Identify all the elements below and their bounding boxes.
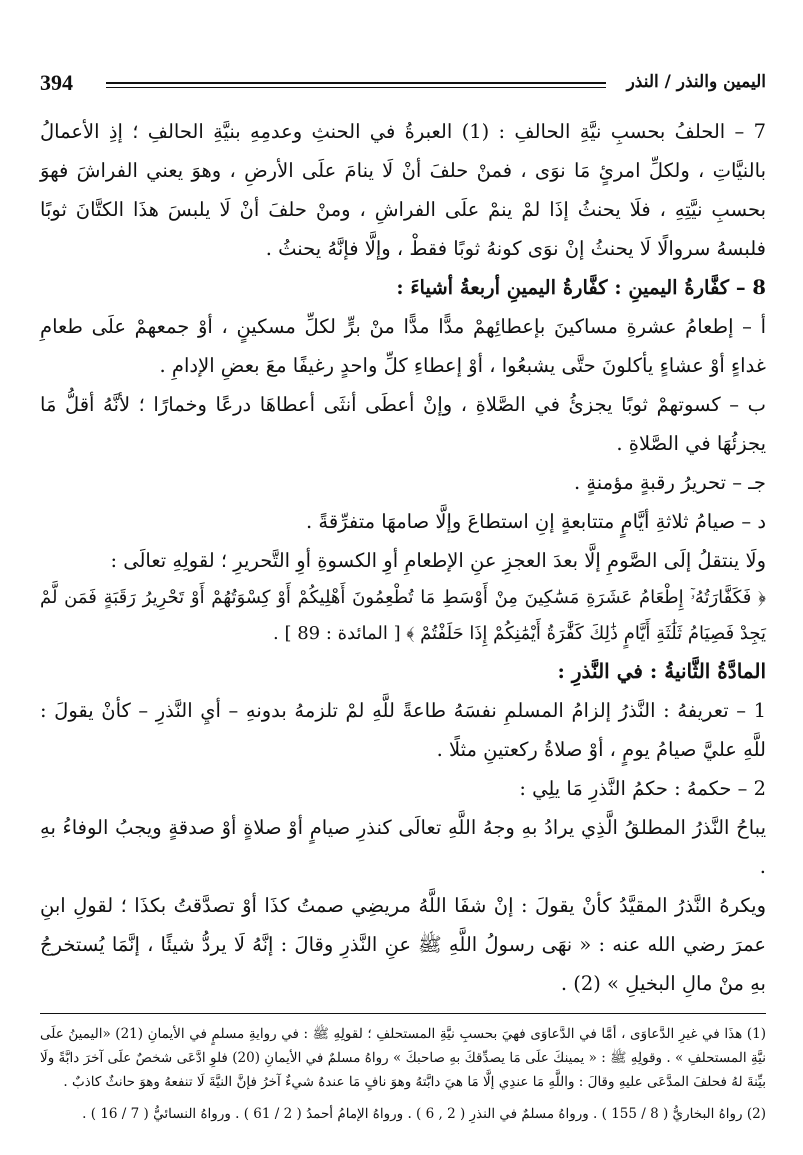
paragraph-ba: ب – كسوتهمْ ثوبًا يجزئُ في الصَّلاةِ ، وإنْ أعطَى أنثَى أعطاهَا درعًا وخمارًا ؛ لأنَّهُ أقلُّ مَا يجزئُهَا في الصَّلاةِ .: [40, 393, 766, 455]
paragraph-n1: 1 – تعريفهُ : النَّذرُ إلزامُ المسلمِ نفسَهُ طاعةً للَّهِ لمْ تلزمهُ بدونهِ – أيِ النَّذرِ – كأنْ يقولَ : للَّهِ عليَّ صيامُ يومٍ ، أوْ صلاةُ ركعتينِ مثلًا .: [40, 699, 766, 761]
quran-verse: ﴿ فَكَفَّارَتُهُۥٓ إِطْعَامُ عَشَرَةِ مَسَٰكِينَ مِنْ أَوْسَطِ مَا تُطْعِمُونَ أَهْلِيكُمْ أَوْ كِسْوَتُهُمْ أَوْ تَحْرِيرُ رَقَبَةٍ فَمَن لَّمْ يَجِدْ فَصِيَامُ ثَلَٰثَةِ أَيَّامٍ ذَٰلِكَ كَفَّٰرَةُ أَيْمَٰنِكُمْ إِذَا حَلَفْتُمْ ﴾ [ المائدة : 89 ] .: [40, 587, 766, 644]
paragraph-alif: أ – إطعامُ عشرةِ مساكينَ بإعطائِهمْ مدًّا مدًّا منْ برٍّ لكلِّ مسكينٍ ، أوْ جمعهمْ علَى طعامِ غداءٍ أوْ عشاءٍ يأكلونَ حتَّى يشبعُوا ، أوْ إعطاءِ كلِّ واحدٍ رغيفًا معَ بعضِ الإدامِ .: [40, 315, 766, 377]
section-title: المادَّةُ الثَّانيةُ : في النَّذرِ :: [557, 659, 766, 683]
header-rule: [106, 82, 606, 88]
page-number: 394: [40, 70, 73, 95]
paragraph-dal: د – صيامُ ثلاثةِ أيَّامٍ متتابعةٍ إنِ استطاعَ وإلَّا صامهَا متفرِّقةً .: [305, 510, 766, 533]
page: [40, 70, 766, 1134]
paragraph-item8: 8 – كفَّارةُ اليمينِ : كفَّارةُ اليمينِ أربعةُ أشياءَ :: [396, 276, 766, 299]
footnote-2: (2) رواهُ البخاريُّ ( 8 / 155 ) . ورواهُ مسلمٌ في النذرِ ( 2 , 6 ) . ورواهُ الإمامُ أحمدُ ( 2 / 61 ) . ورواهُ النسائيُّ ( 7 / 16 ) .: [82, 1106, 766, 1122]
footnote-divider: [40, 1013, 766, 1014]
paragraph-makruh: ويكرهُ النَّذرُ المقيَّدُ كأنْ يقولَ : إنْ شفَا اللَّهُ مريضِي صمتُ كذَا أوْ تصدَّقتُ بكذَا ؛ لقولِ ابنِ عمرَ رضي الله عنه : « نهَى رسولُ اللَّهِ ﷺ عنِ النَّذرِ وقالَ : إنَّهُ لَا يردُّ شيئًا ، إنَّمَا يُستخرجُ بهِ منْ مالِ البخيلِ » (2) .: [40, 894, 766, 995]
paragraph-n2: 2 – حكمهُ : حكمُ النَّذرِ مَا يلِي :: [519, 777, 766, 800]
footnote-1: (1) هذَا في غيرِ الدَّعاوَى ، أمَّا في الدَّعاوَى فهيَ بحسبِ نيَّةِ المستحلفِ ؛ لقولِهِ ﷺ : في روايةِ مسلمٍ في الأيمانِ (21) «اليمينُ علَى نيَّةِ المستحلفِ » . وقولِهِ ﷺ : « يمينكَ علَى مَا يصدِّقكَ بهِ صاحبكَ » رواهُ مسلمٌ في الأيمانِ (20) فلوِ ادَّعَى شخصٌ علَى آخرَ دابَّةً ولَا بيِّنةَ لهُ فحلفَ المدَّعَى عليهِ وقالَ : واللَّهِ مَا عندِي إلَّا مَا هيَ دابَّتهُ وهوَ نافٍ مَا عندهُ شيءٌ آخرُ فإنَّ النيَّةَ لَا تنفعهُ وهوَ حانثٌ كاذبٌ .: [40, 1026, 767, 1090]
paragraph-transition: ولَا ينتقلُ إلَى الصَّومِ إلَّا بعدَ العجزِ عنِ الإطعامِ أوِ الكسوةِ أوِ التَّحريرِ ؛ لقولِهِ تعالَى :: [110, 549, 766, 572]
paragraph-jim: جـ – تحريرُ رقبةٍ مؤمنةٍ .: [573, 471, 766, 494]
page-header: [40, 70, 766, 98]
footnotes: [40, 1022, 766, 1126]
running-head: اليمين والنذر / النذر: [626, 72, 766, 92]
paragraph-mubah: يباحُ النَّذرُ المطلقُ الَّذِي يرادُ بهِ وجهُ اللَّهِ تعالَى كنذرِ صيامٍ أوْ صلاةٍ أوْ صدقةٍ ويجبُ الوفاءُ بهِ .: [40, 816, 766, 878]
paragraph-item7: 7 – الحلفُ بحسبِ نيَّةِ الحالفِ : (1) العبرةُ في الحنثِ وعدمِهِ بنيَّةِ الحالفِ ؛ إذِ الأعمالُ بالنيَّاتِ ، ولكلِّ امرئٍ مَا نوَى ، فمنْ حلفَ أنْ لَا ينامَ علَى الأرضِ ، وهوَ يعني الفراشَ فهوَ بحسبِ نيَّتِهِ ، فلَا يحنثُ إذَا لمْ ينمْ علَى الفراشِ ، ومنْ حلفَ أنْ لَا يلبسَ هذَا الكتَّانَ ثوبًا فلبسهُ سروالًا لَا يحنثُ إنْ نوَى كونهُ ثوبًا فقطْ ، وإلَّا فإنَّهُ يحنثُ .: [40, 120, 766, 260]
main-text: [40, 112, 766, 1003]
